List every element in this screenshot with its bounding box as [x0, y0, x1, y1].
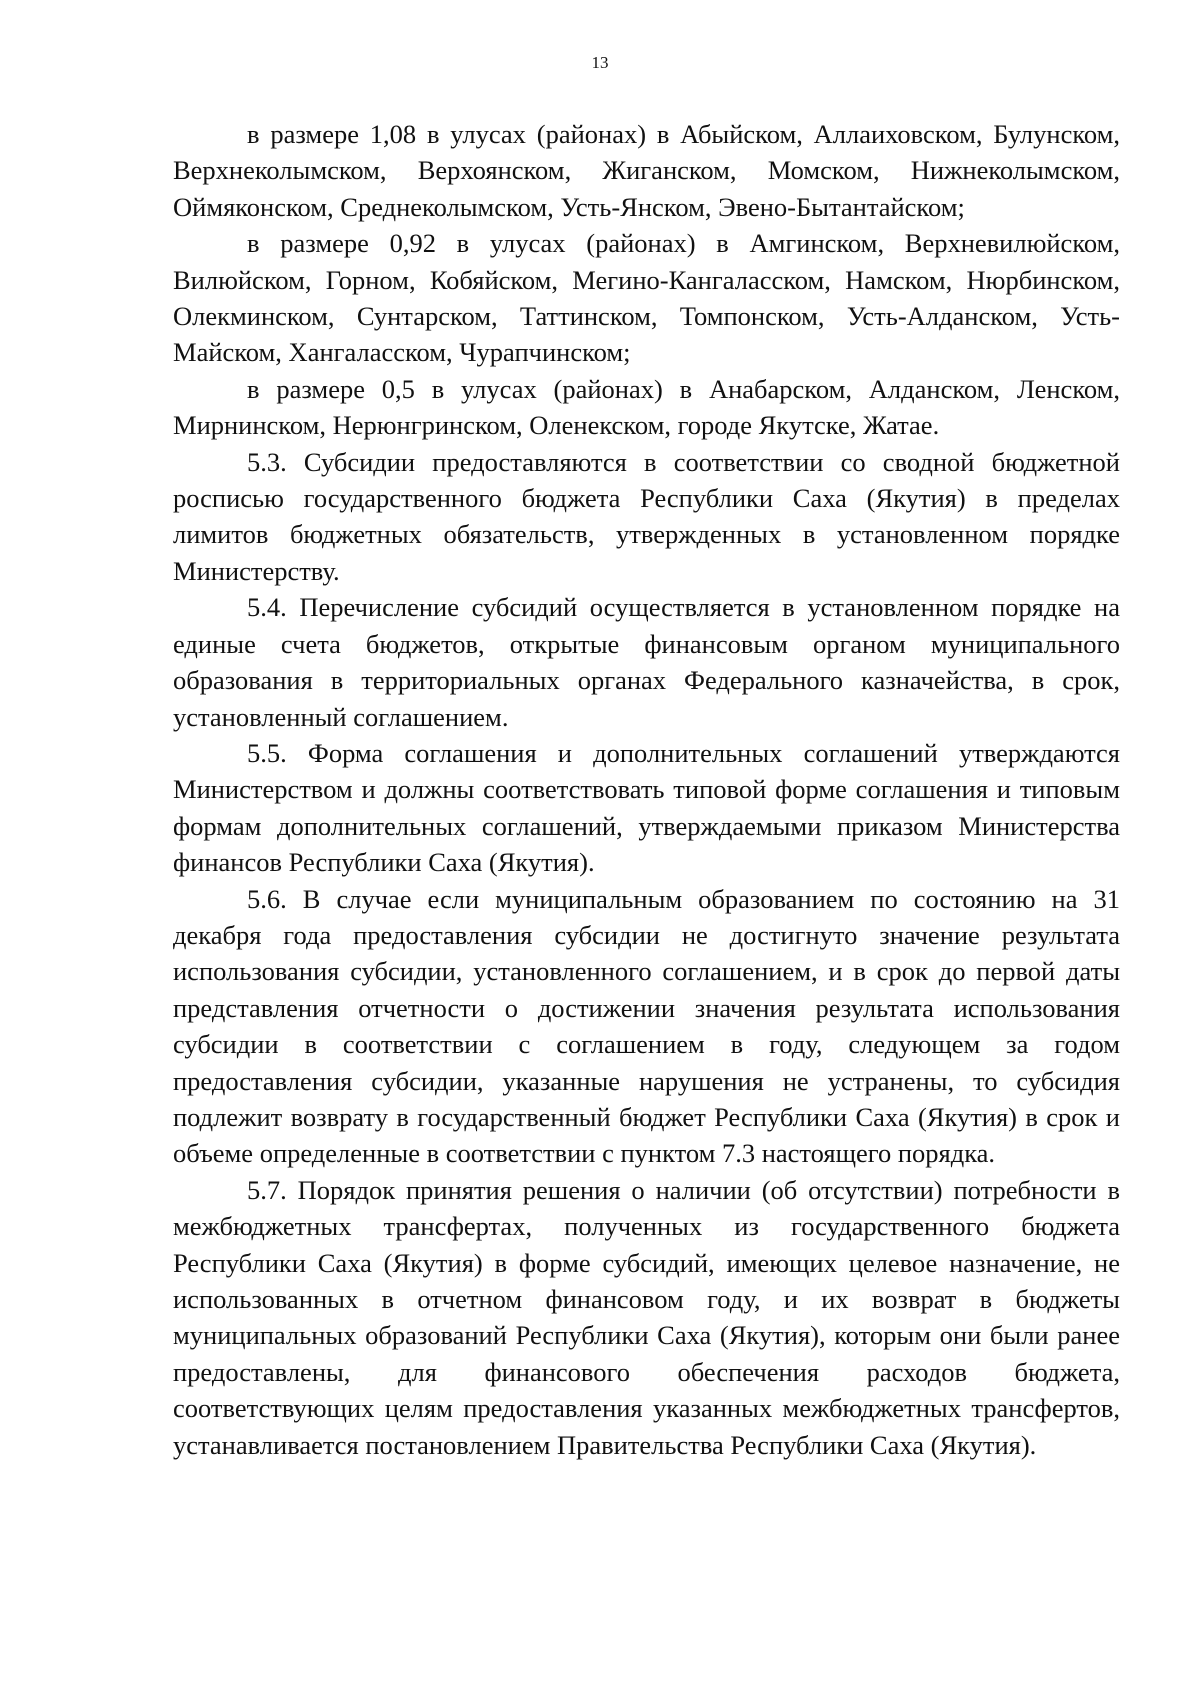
paragraph-5-3: 5.3. Субсидии предоставляются в соответствии со сводной бюджетной росписью государственного бюджета Республики Саха (Якутия) в пределах лимитов бюджетных обязательств, утвержденных в установленном порядке Министерству. — [173, 446, 1120, 586]
paragraph-5-4: 5.4. Перечисление субсидий осуществляется в установленном порядке на единые счета бюджетов, открытые финансовым органом муниципального образования в территориальных органах Федерального казначейства, в срок, установленный соглашением. — [173, 592, 1120, 732]
paragraph-rate-1-08: в размере 1,08 в улусах (районах) в Абыйском, Аллаиховском, Булунском, Верхнеколымском, Верхоянском, Жиганском, Момском, Нижнеколымском, Оймяконском, Среднеколымском, Усть-Янском, Эвено-Бытантайском; — [173, 119, 1120, 222]
paragraph-5-7: 5.7. Порядок принятия решения о наличии (об отсутствии) потребности в межбюджетных трансфертах, полученных из государственного бюджета Республики Саха (Якутия) в форме субсидий, имеющих целевое назначение, не использованных в отчетном финансовом году, и их возврат в бюджеты муниципальных образований Республики Саха (Якутия), которым они были ранее предоставлены, для финансового обеспечения расходов бюджета, соответствующих целям предоставления указанных межбюджетных трансфертов, устанавливается постановлением Правительства Республики Саха (Якутия). — [173, 1174, 1120, 1460]
paragraph-rate-0-92: в размере 0,92 в улусах (районах) в Амгинском, Верхневилюйском, Вилюйском, Горном, Кобяйском, Мегино-Кангаласском, Намском, Нюрбинском, Олекминском, Сунтарском, Таттинском, Томпонском, Усть-Алданском, Усть-Майском, Хангаласском, Чурапчинском; — [173, 228, 1120, 368]
paragraph-5-6: 5.6. В случае если муниципальным образованием по состоянию на 31 декабря года предоставления субсидии не достигнуто значение результата использования субсидии, установленного соглашением, и в срок до первой даты представления отчетности о достижении значения результата использования субсидии в соответствии с соглашением в году, следующем за годом предоставления субсидии, указанные нарушения не устранены, то субсидия подлежит возврату в государственный бюджет Республики Саха (Якутия) в срок и объеме определенные в соответствии с пунктом 7.3 настоящего порядка. — [173, 883, 1120, 1169]
document-body — [173, 116, 1120, 1463]
paragraph-rate-0-5: в размере 0,5 в улусах (районах) в Анабарском, Алданском, Ленском, Мирнинском, Нерюнгринском, Оленекском, городе Якутске, Жатае. — [173, 373, 1120, 441]
page-number: 13 — [591, 53, 609, 72]
paragraph-5-5: 5.5. Форма соглашения и дополнительных соглашений утверждаются Министерством и должны соответствовать типовой форме соглашения и типовым формам дополнительных соглашений, утверждаемыми приказом Министерства финансов Республики Саха (Якутия). — [173, 737, 1120, 878]
